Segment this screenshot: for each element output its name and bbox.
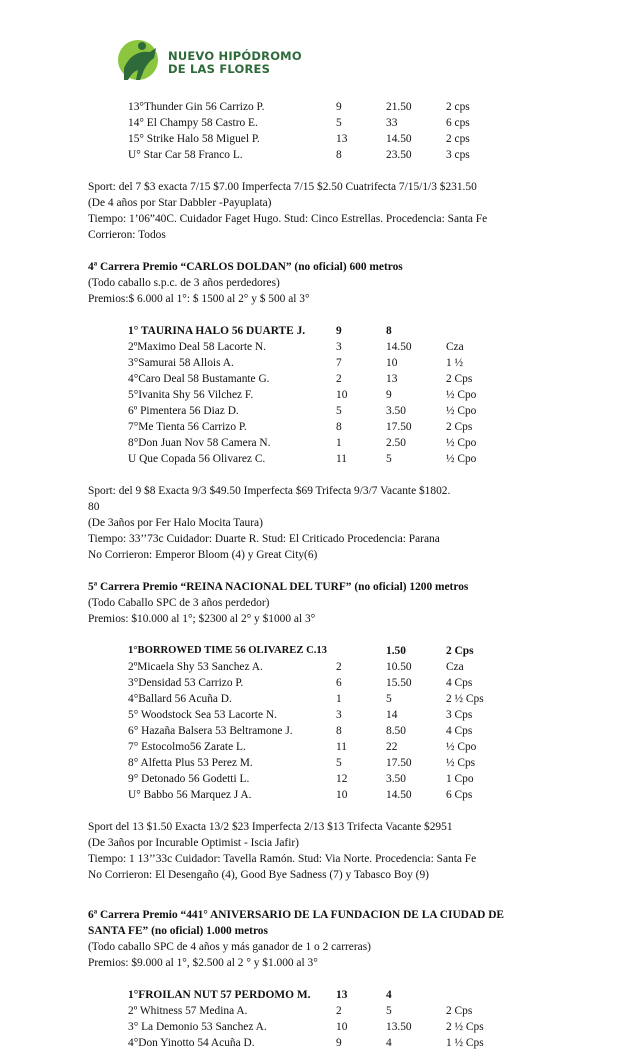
race6-premios: Premios: $9.000 al 1°, $2.500 al 2 ° y $1.000 al 3° bbox=[88, 957, 318, 969]
result-row bbox=[88, 419, 628, 435]
number-cell: 1 bbox=[336, 437, 342, 449]
dividend-cell: 14.50 bbox=[386, 133, 412, 145]
result-row bbox=[88, 339, 628, 355]
horse-cell: 4°Ballard 56 Acuña D. bbox=[128, 693, 232, 705]
race3-sport: Sport: del 7 $3 exacta 7/15 $7.00 Imperfecta 7/15 $2.50 Cuatrifecta 7/15/1/3 $231.50 bbox=[88, 181, 477, 193]
margin-cell: ½ Cps bbox=[446, 757, 476, 769]
margin-cell: ½ Cpo bbox=[446, 437, 477, 449]
race4-title: 4ª Carrera Premio “CARLOS DOLDAN” (no oficial) 600 metros bbox=[88, 261, 403, 273]
margin-cell: Cza bbox=[446, 341, 464, 353]
dividend-cell: 15.50 bbox=[386, 677, 412, 689]
dividend-cell: 2.50 bbox=[386, 437, 406, 449]
number-cell: 13 bbox=[336, 989, 348, 1001]
margin-cell: 3 Cps bbox=[446, 709, 473, 721]
number-cell: 3 bbox=[336, 341, 342, 353]
race4-subtitle: (Todo caballo s.p.c. de 3 años perdedores) bbox=[88, 277, 280, 289]
dividend-cell: 21.50 bbox=[386, 101, 412, 113]
margin-cell: 2 ½ Cps bbox=[446, 693, 484, 705]
result-row bbox=[88, 387, 628, 403]
result-row bbox=[88, 723, 628, 739]
logo-line-2: DE LAS FLORES bbox=[168, 62, 271, 76]
result-row bbox=[88, 403, 628, 419]
horse-cell: U° Babbo 56 Marquez J A. bbox=[128, 789, 252, 801]
dividend-cell: 33 bbox=[386, 117, 398, 129]
horse-cell: 2ºMicaela Shy 53 Sanchez A. bbox=[128, 661, 263, 673]
race5-results-table bbox=[88, 643, 628, 803]
race4-premios: Premios:$ 6.000 al 1°: $ 1500 al 2° y $ 500 al 3° bbox=[88, 293, 310, 305]
horse-cell: 2ºMaximo Deal 58 Lacorte N. bbox=[128, 341, 266, 353]
dividend-cell: 4 bbox=[386, 1037, 392, 1049]
number-cell: 9 bbox=[336, 325, 342, 337]
race5-title: 5ª Carrera Premio “REINA NACIONAL DEL TURF” (no oficial) 1200 metros bbox=[88, 581, 469, 593]
dividend-cell: 17.50 bbox=[386, 757, 412, 769]
horse-cell: 3°Densidad 53 Carrizo P. bbox=[128, 677, 244, 689]
dividend-cell: 13 bbox=[386, 373, 398, 385]
margin-cell: ½ Cpo bbox=[446, 389, 477, 401]
horse-cell: 3° La Demonio 53 Sanchez A. bbox=[128, 1021, 267, 1033]
dividend-cell: 17.50 bbox=[386, 421, 412, 433]
number-cell: 10 bbox=[336, 789, 348, 801]
result-row bbox=[88, 787, 628, 803]
dividend-cell: 10 bbox=[386, 357, 398, 369]
horse-cell: 6° Hazaña Balsera 53 Beltramone J. bbox=[128, 725, 293, 737]
winner-row bbox=[88, 643, 628, 659]
horse-cell: 7° Estocolmo56 Zarate L. bbox=[128, 741, 246, 753]
horse-cell: 1° TAURINA HALO 56 DUARTE J. bbox=[128, 325, 306, 337]
horse-cell: 13°Thunder Gin 56 Carrizo P. bbox=[128, 101, 265, 113]
margin-cell bbox=[446, 987, 506, 1003]
result-row bbox=[88, 451, 628, 467]
race4-tiempo: Tiempo: 33’’73c Cuidador: Duarte R. Stud: El Criticado Procedencia: Parana bbox=[88, 533, 440, 545]
margin-cell: ½ Cpo bbox=[446, 741, 477, 753]
margin-cell: 2 Cps bbox=[446, 373, 473, 385]
number-cell: 2 bbox=[336, 373, 342, 385]
horse-cell: 3°Samurai 58 Allois A. bbox=[128, 357, 234, 369]
margin-cell: ½ Cpo bbox=[446, 405, 477, 417]
number-cell: 12 bbox=[336, 773, 348, 785]
result-row bbox=[88, 1035, 628, 1051]
horse-cell: 8°Don Juan Nov 58 Camera N. bbox=[128, 437, 271, 449]
winner-row bbox=[88, 323, 628, 339]
number-cell: 5 bbox=[336, 117, 342, 129]
race4-breeding: (De 3años por Fer Halo Mocita Taura) bbox=[88, 517, 263, 529]
horse-cell: 6º Pimentera 56 Diaz D. bbox=[128, 405, 239, 417]
horse-cell: 15° Strike Halo 58 Miguel P. bbox=[128, 133, 260, 145]
margin-cell: 3 cps bbox=[446, 149, 470, 161]
margin-cell: 1 Cpo bbox=[446, 773, 474, 785]
number-cell: 11 bbox=[336, 453, 347, 465]
result-row bbox=[88, 771, 628, 787]
dividend-cell: 5 bbox=[386, 693, 392, 705]
logo-line-1: NUEVO HIPÓDROMO bbox=[168, 49, 302, 63]
horse-cell: 2º Whitness 57 Medina A. bbox=[128, 1005, 248, 1017]
number-cell bbox=[336, 643, 386, 659]
dividend-cell: 3.50 bbox=[386, 773, 406, 785]
result-row bbox=[88, 739, 628, 755]
dividend-cell: 13.50 bbox=[386, 1021, 412, 1033]
horse-cell: 5° Woodstock Sea 53 Lacorte N. bbox=[128, 709, 277, 721]
race5-tiempo: Tiempo: 1 13’’33c Cuidador: Tavella Ramón. Stud: Via Norte. Procedencia: Santa Fe bbox=[88, 853, 477, 865]
horse-cell: 1°BORROWED TIME 56 OLIVAREZ C.13 bbox=[128, 645, 327, 656]
result-row bbox=[88, 355, 628, 371]
horse-cell: 8° Alfetta Plus 53 Perez M. bbox=[128, 757, 253, 769]
result-row bbox=[88, 675, 628, 691]
margin-cell: 4 Cps bbox=[446, 677, 473, 689]
result-row bbox=[88, 371, 628, 387]
dividend-cell: 23.50 bbox=[386, 149, 412, 161]
race5-breeding: (De 3años por Incurable Optimist - Iscia Jafir) bbox=[88, 837, 299, 849]
number-cell: 8 bbox=[336, 149, 342, 161]
margin-cell: Cza bbox=[446, 661, 464, 673]
race3-breeding: (De 4 años por Star Dabbler -Payuplata) bbox=[88, 197, 272, 209]
race6-results-table bbox=[88, 987, 628, 1051]
number-cell: 1 bbox=[336, 693, 342, 705]
number-cell: 2 bbox=[336, 661, 342, 673]
result-row bbox=[88, 115, 628, 131]
result-row bbox=[88, 1019, 628, 1035]
dividend-cell: 5 bbox=[386, 1005, 392, 1017]
number-cell: 2 bbox=[336, 1005, 342, 1017]
dividend-cell: 10.50 bbox=[386, 661, 412, 673]
number-cell: 10 bbox=[336, 1021, 348, 1033]
horse-cell: 1°FROILAN NUT 57 PERDOMO M. bbox=[128, 989, 311, 1001]
number-cell: 8 bbox=[336, 421, 342, 433]
horse-cell: 4°Caro Deal 58 Bustamante G. bbox=[128, 373, 270, 385]
number-cell: 5 bbox=[336, 405, 342, 417]
horse-cell: 4°Don Yinotto 54 Acuña D. bbox=[128, 1037, 255, 1049]
dividend-cell: 22 bbox=[386, 741, 398, 753]
number-cell: 10 bbox=[336, 389, 348, 401]
dividend-cell: 14.50 bbox=[386, 341, 412, 353]
dividend-cell: 8 bbox=[386, 325, 392, 337]
race6-title: 6ª Carrera Premio “441° ANIVERSARIO DE LA FUNDACION DE LA CIUDAD DE bbox=[88, 909, 505, 921]
race6-subtitle: (Todo caballo SPC de 4 años y más ganador de 1 o 2 carreras) bbox=[88, 941, 371, 953]
race4-sport-cont: 80 bbox=[88, 501, 100, 513]
number-cell: 8 bbox=[336, 725, 342, 737]
number-cell: 6 bbox=[336, 677, 342, 689]
margin-cell: 1 ½ bbox=[446, 357, 464, 369]
result-row bbox=[88, 147, 628, 163]
margin-cell: 2 Cps bbox=[446, 1005, 473, 1017]
dividend-cell: 3.50 bbox=[386, 405, 406, 417]
horse-cell: 14° El Champy 58 Castro E. bbox=[128, 117, 258, 129]
dividend-cell: 1.50 bbox=[386, 645, 406, 657]
margin-cell: ½ Cpo bbox=[446, 453, 477, 465]
margin-cell: 2 ½ Cps bbox=[446, 1021, 484, 1033]
result-row bbox=[88, 691, 628, 707]
dividend-cell: 8.50 bbox=[386, 725, 406, 737]
race5-no-corrieron: No Corrieron: El Desengaño (4), Good Bye Sadness (7) y Tabasco Boy (9) bbox=[88, 869, 429, 881]
horse-cell: 9° Detonado 56 Godetti L. bbox=[128, 773, 250, 785]
number-cell: 9 bbox=[336, 1037, 342, 1049]
race4-no-corrieron: No Corrieron: Emperor Bloom (4) y Great City(6) bbox=[88, 549, 318, 561]
number-cell: 3 bbox=[336, 709, 342, 721]
number-cell: 9 bbox=[336, 101, 342, 113]
race3-corrieron: Corrieron: Todos bbox=[88, 229, 166, 241]
race4-sport: Sport: del 9 $8 Exacta 9/3 $49.50 Imperfecta $69 Trifecta 9/3/7 Vacante $1802. bbox=[88, 485, 451, 497]
margin-cell: 6 cps bbox=[446, 117, 470, 129]
result-row bbox=[88, 99, 628, 115]
margin-cell: 2 cps bbox=[446, 101, 470, 113]
race5-subtitle: (Todo Caballo SPC de 3 años perdedor) bbox=[88, 597, 270, 609]
race5-sport: Sport del 13 $1.50 Exacta 13/2 $23 Imperfecta 2/13 $13 Trifecta Vacante $2951 bbox=[88, 821, 453, 833]
race3-results-table bbox=[88, 99, 628, 163]
horse-cell: 5°Ivanita Shy 56 Vilchez F. bbox=[128, 389, 254, 401]
results-document bbox=[88, 99, 628, 1051]
dividend-cell: 9 bbox=[386, 389, 392, 401]
race3-tiempo: Tiempo: 1’06”40C. Cuidador Faget Hugo. Stud: Cinco Estrellas. Procedencia: Santa Fe bbox=[88, 213, 488, 225]
dividend-cell: 4 bbox=[386, 989, 392, 1001]
race5-premios: Premios: $10.000 al 1°; $2300 al 2° y $1000 al 3° bbox=[88, 613, 316, 625]
number-cell: 11 bbox=[336, 741, 347, 753]
margin-cell: 4 Cps bbox=[446, 725, 473, 737]
margin-cell: 2 Cps bbox=[446, 421, 473, 433]
margin-cell: 6 Cps bbox=[446, 789, 473, 801]
race4-results-table bbox=[88, 323, 628, 467]
result-row bbox=[88, 435, 628, 451]
result-row bbox=[88, 707, 628, 723]
number-cell: 5 bbox=[336, 757, 342, 769]
horse-cell: U° Star Car 58 Franco L. bbox=[128, 149, 243, 161]
result-row bbox=[88, 1003, 628, 1019]
margin-cell: 1 ½ Cps bbox=[446, 1037, 484, 1049]
result-row bbox=[88, 755, 628, 771]
number-cell: 13 bbox=[336, 133, 348, 145]
race6-title-cont: SANTA FE” (no oficial) 1.000 metros bbox=[88, 925, 268, 937]
winner-row bbox=[88, 987, 628, 1003]
horse-cell: U Que Copada 56 Olivarez C. bbox=[128, 453, 266, 465]
dividend-cell: 5 bbox=[386, 453, 392, 465]
number-cell: 7 bbox=[336, 357, 342, 369]
horse-cell: 7°Me Tienta 56 Carrizo P. bbox=[128, 421, 247, 433]
dividend-cell: 14.50 bbox=[386, 789, 412, 801]
margin-cell: 2 cps bbox=[446, 133, 470, 145]
result-row bbox=[88, 131, 628, 147]
result-row bbox=[88, 659, 628, 675]
dividend-cell: 14 bbox=[386, 709, 398, 721]
margin-cell: 2 Cps bbox=[446, 645, 474, 657]
margin-cell bbox=[446, 323, 506, 339]
